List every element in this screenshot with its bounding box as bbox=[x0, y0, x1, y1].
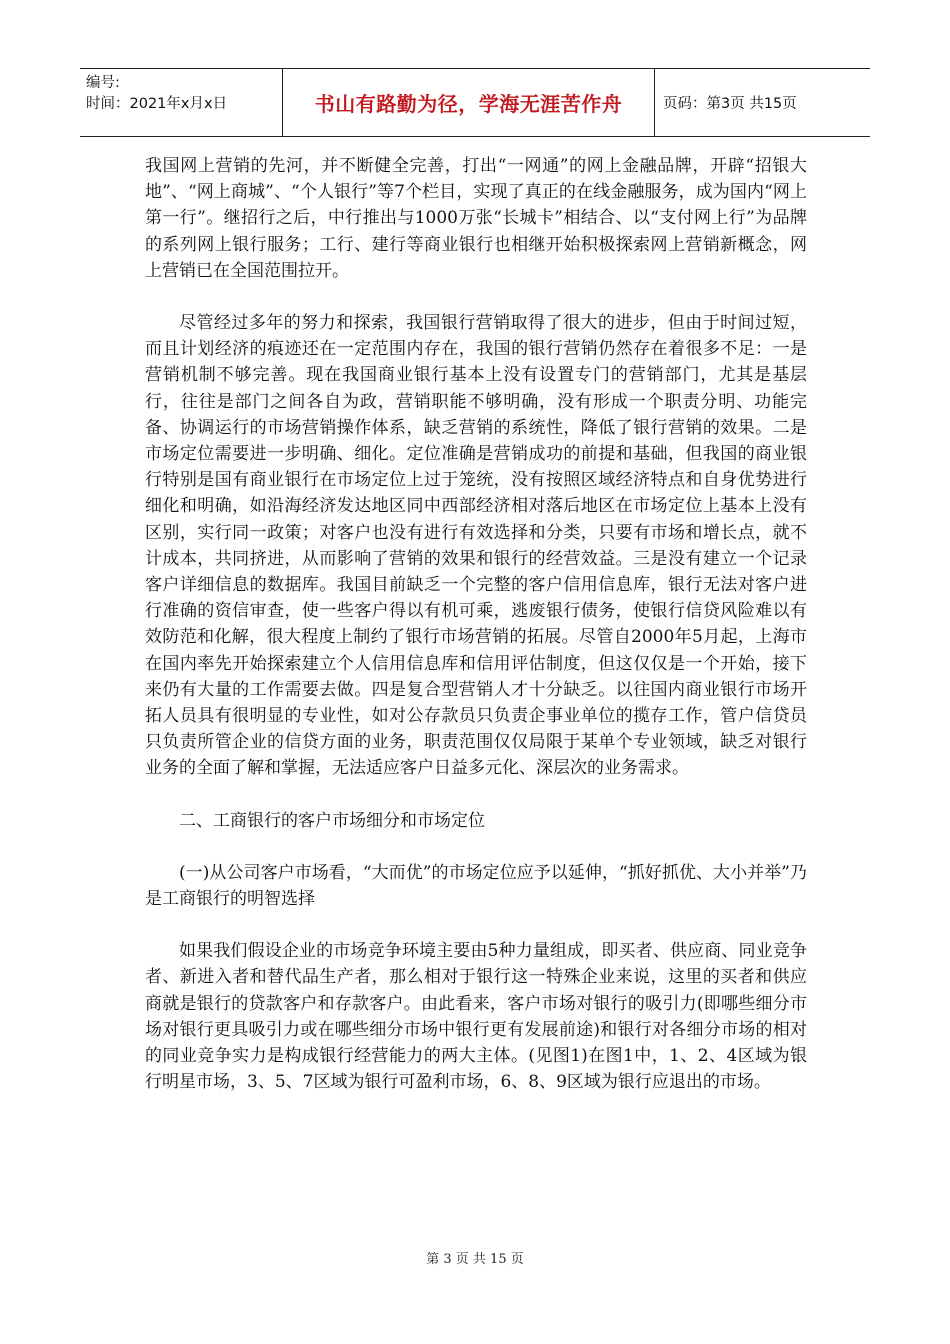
section-heading: 二、工商银行的客户市场细分和市场定位 bbox=[179, 810, 485, 831]
footer-page-number: 第 3 页 共 15 页 bbox=[426, 1252, 524, 1267]
header-page-number: 页码：第3页 共15页 bbox=[663, 96, 797, 112]
subsection-heading: (一)从公司客户市场看，“大而优”的市场定位应予以延伸，“抓好抓优、大小并举”乃是工商银行的明智选择 bbox=[145, 862, 807, 910]
page-footer bbox=[0, 1248, 950, 1267]
header-motto: 书山有路勤为径，学海无涯苦作舟 bbox=[314, 92, 623, 116]
page-header bbox=[80, 68, 870, 137]
paragraph-1: 我国网上营销的先河，并不断健全完善，打出“一网通”的网上金融品牌，开辟“招银大地”、“网上商城”、“个人银行”等7个栏目，实现了真正的在线金融服务，成为国内“网上第一行”。继招行之后，中行推出与1000万张“长城卡”相结合、以“支付网上行”为品牌的系列网上银行服务；工行、建行等商业银行也相继开始积极探索网上营销新概念，网上营销已在全国范围拉开。 bbox=[145, 156, 807, 281]
header-meta-cell bbox=[80, 69, 283, 136]
paragraph-3: 如果我们假设企业的市场竞争环境主要由5种力量组成，即买者、供应商、同业竞争者、新进入者和替代品生产者，那么相对于银行这一特殊企业来说，这里的买者和供应商就是银行的贷款客户和存款客户。由此看来，客户市场对银行的吸引力(即哪些细分市场对银行更具吸引力或在哪些细分市场中银行更有发展前途)和银行对各细分市场的相对的同业竞争实力是构成银行经营能力的两大主体。(见图1)在图1中，1、2、4区域为银行明星市场，3、5、7区域为银行可盈利市场，6、8、9区域为银行应退出的市场。 bbox=[145, 941, 807, 1093]
paragraph-2: 尽管经过多年的努力和探索，我国银行营销取得了很大的进步，但由于时间过短，而且计划经济的痕迹还在一定范围内存在，我国的银行营销仍然存在着很多不足：一是营销机制不够完善。现在我国商业银行基本上没有设置专门的营销部门，尤其是基层行，往往是部门之间各自为政，营销职能不够明确，没有形成一个职责分明、功能完备、协调运行的市场营销操作体系，缺乏营销的系统性，降低了银行营销的效果。二是市场定位需要进一步明确、细化。定位准确是营销成功的前提和基础，但我国的商业银行特别是国有商业银行在市场定位上过于笼统，没有按照区域经济特点和自身优势进行细化和明确，如沿海经济发达地区同中西部经济相对落后地区在市场定位上基本上没有区别，实行同一政策；对客户也没有进行有效选择和分类，只要有市场和增长点，就不计成本，共同挤进，从而影响了营销的效果和银行的经营效益。三是没有建立一个记录客户详细信息的数据库。我国目前缺乏一个完整的客户信用信息库，银行无法对客户进行准确的资信审查，使一些客户得以有机可乘，逃废银行债务，使银行信贷风险难以有效防范和化解，很大程度上制约了银行市场营销的拓展。尽管自2000年5月起，上海市在国内率先开始探索建立个人信用信息库和信用评估制度，但这仅仅是一个开始，接下来仍有大量的工作需要去做。四是复合型营销人才十分缺乏。以往国内商业银行市场开拓人员具有很明显的专业性，如对公存款员只负责企事业单位的揽存工作，管户信贷员只负责所管企业的信贷方面的业务，职责范围仅仅局限于某单个专业领域，缺乏对银行业务的全面了解和掌握，无法适应客户日益多元化、深层次的业务需求。 bbox=[145, 313, 807, 779]
document-time-label: 时间：2021年x月x日 bbox=[86, 96, 228, 112]
document-body bbox=[145, 153, 807, 1122]
header-motto-cell bbox=[283, 69, 655, 136]
header-page-cell bbox=[655, 69, 870, 136]
document-code-label: 编号: bbox=[86, 75, 120, 91]
